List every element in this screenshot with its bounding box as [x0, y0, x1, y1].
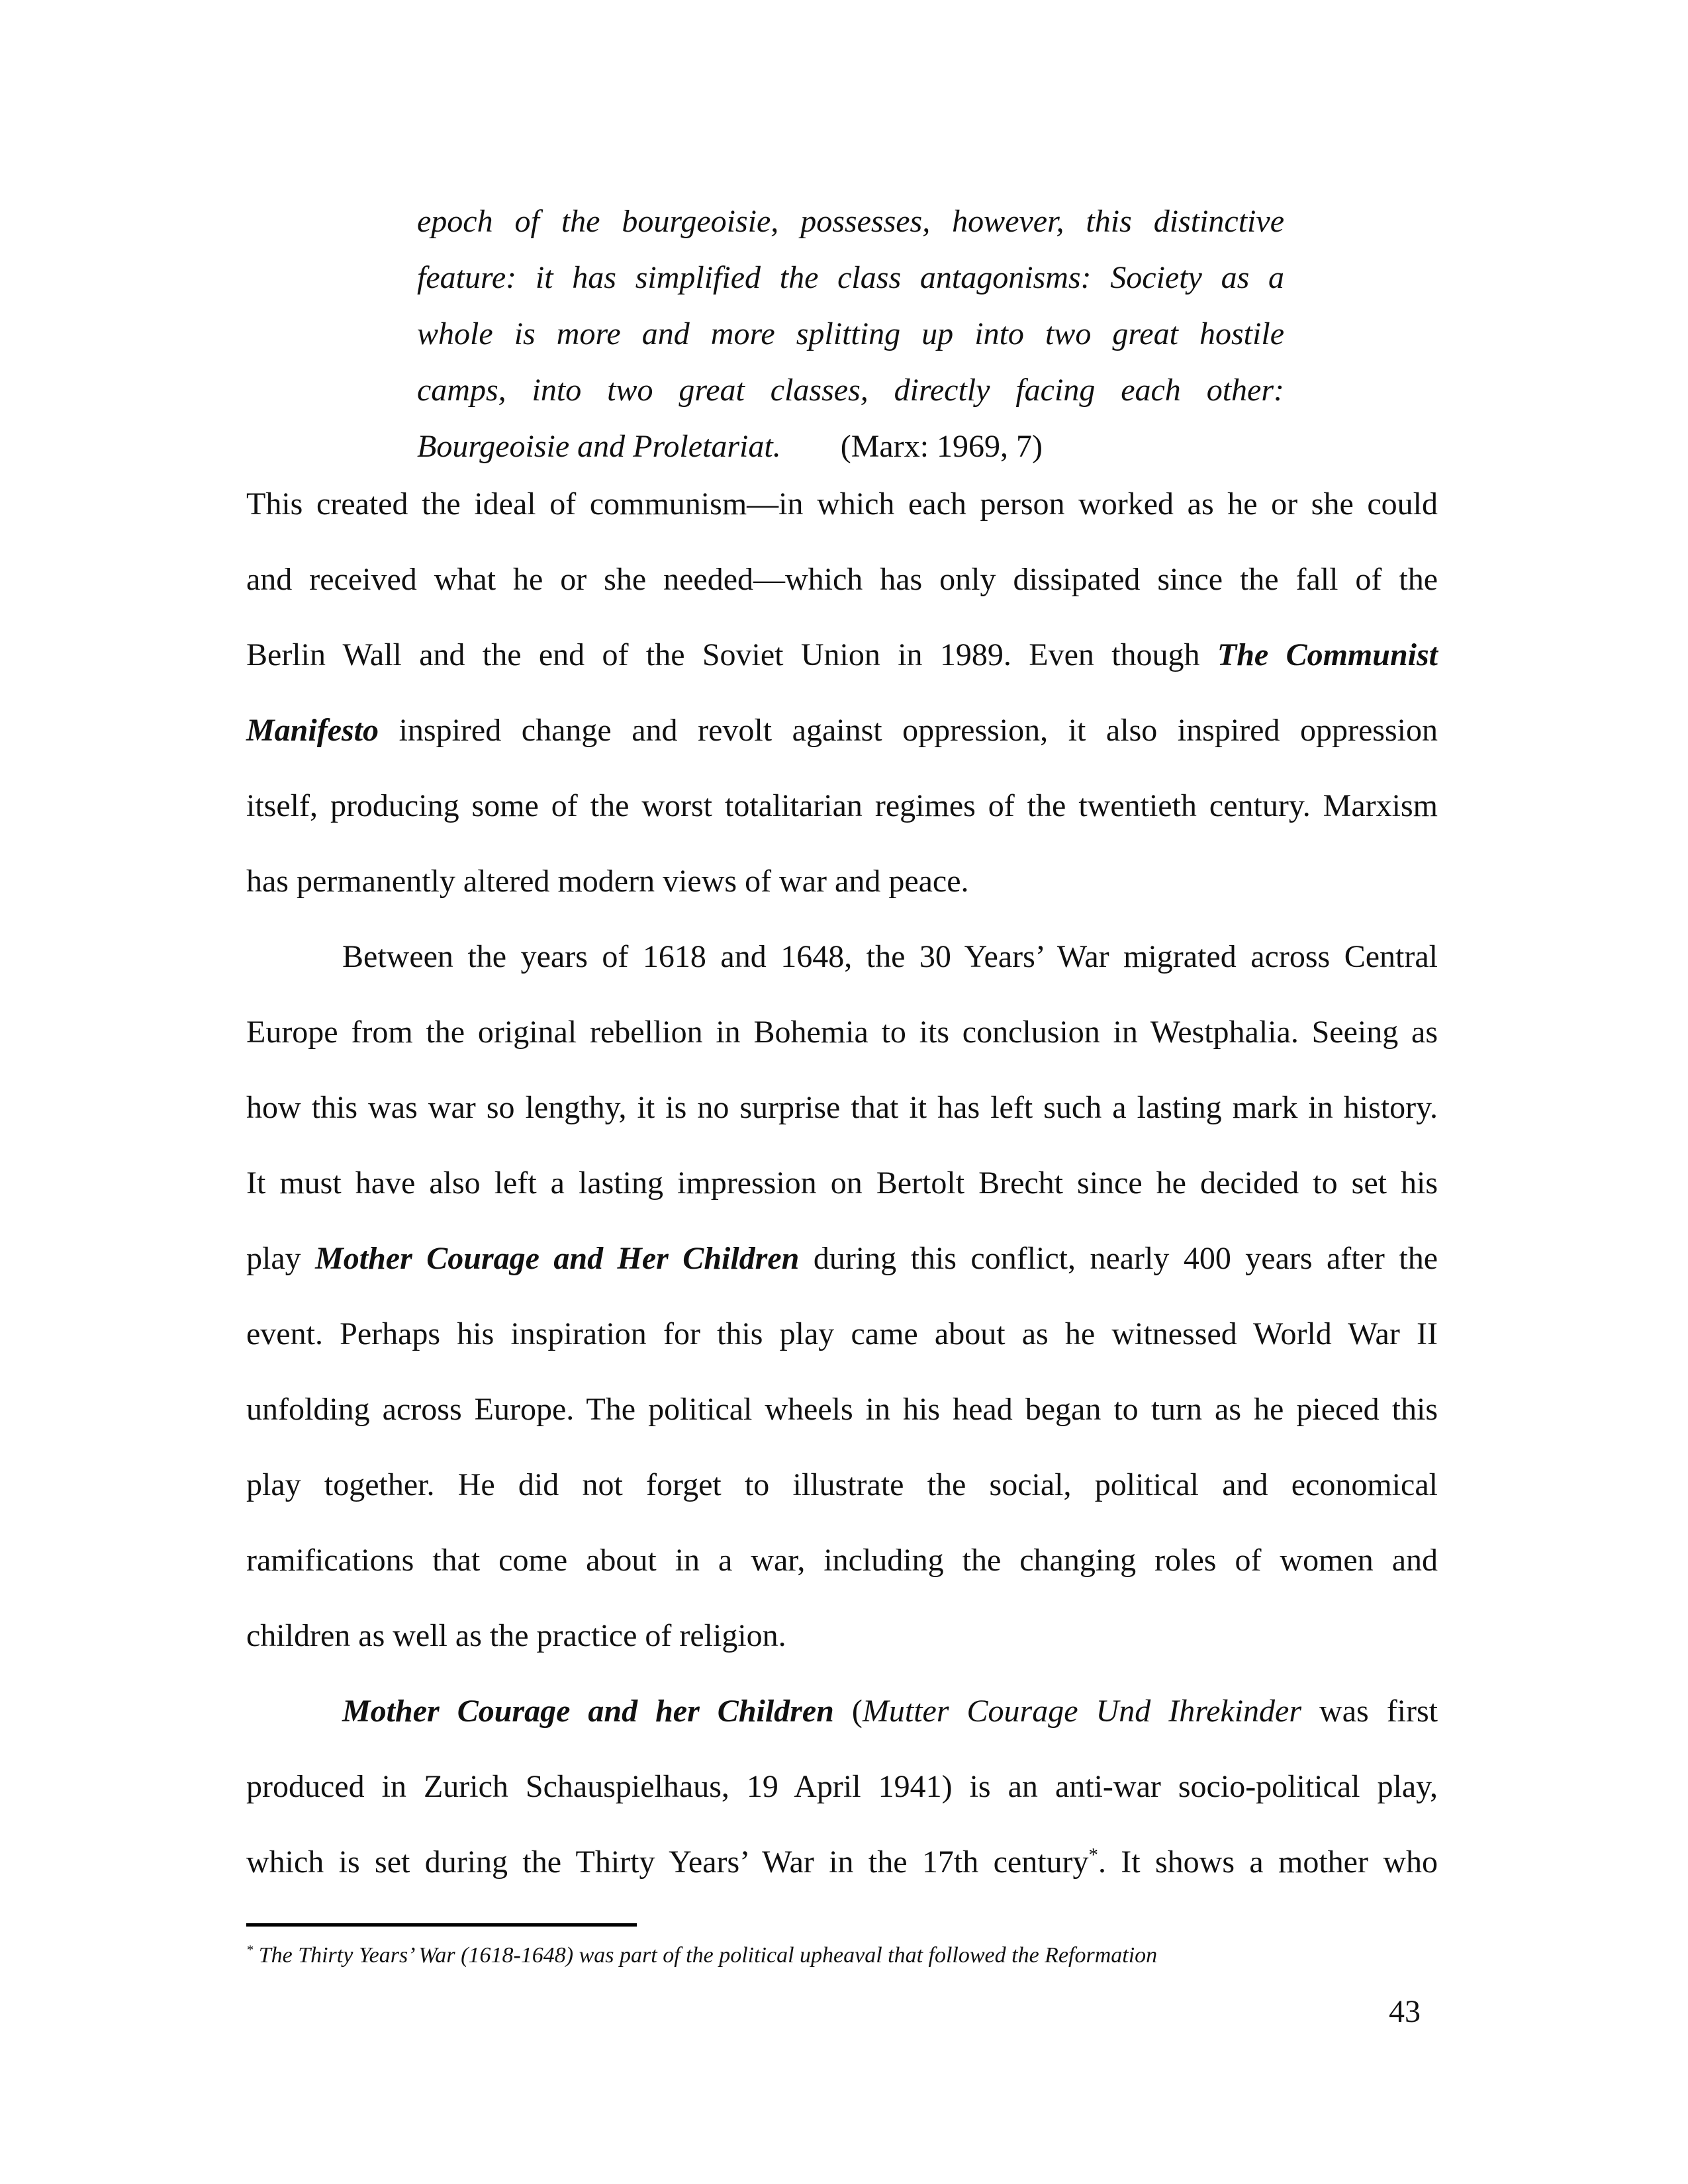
quote-line: feature: it has simplified the class antagonisms: Society as a: [417, 260, 1284, 295]
text-line: event. Perhaps his inspiration for this play came about as he witnessed World War II: [246, 1316, 1438, 1351]
text-line: how this was war so lengthy, it is no surprise that it has left such a lasting mark in history.: [246, 1090, 1438, 1125]
text-run: Berlin Wall and the end of the Soviet Union in 1989. Even though: [246, 637, 1217, 672]
play-title: Mother Courage and Her Children: [315, 1241, 800, 1276]
text-run: (: [833, 1694, 863, 1729]
book-title: Manifesto: [246, 713, 379, 748]
book-title: The Communist: [1217, 637, 1438, 672]
text-line: Between the years of 1618 and 1648, the 30 Years’ War migrated across Central: [342, 939, 1438, 974]
text-line: Europe from the original rebellion in Bohemia to its conclusion in Westphalia. Seeing as: [246, 1015, 1438, 1050]
play-title: Mother Courage and her Children: [342, 1694, 834, 1729]
block-quote: [417, 193, 1284, 475]
footnote-text: The Thirty Years’ War (1618-1648) was part of the political upheaval that followed the Reformation: [253, 1943, 1158, 1968]
footnote: [246, 1939, 1157, 1972]
footnote-reference[interactable]: *: [1088, 1844, 1098, 1866]
play-title-german: Mutter Courage Und Ihrekinder: [862, 1694, 1302, 1729]
text-line: play together. He did not forget to illustrate the social, political and economical: [246, 1467, 1438, 1502]
text-run: . It shows a mother who: [1098, 1844, 1438, 1880]
text-run: play: [246, 1241, 316, 1276]
text-line: It must have also left a lasting impression on Bertolt Brecht since he decided to set his: [246, 1165, 1438, 1201]
text-run: during this conflict, nearly 400 years after the: [799, 1241, 1438, 1276]
page-number: 43: [1389, 1994, 1421, 2029]
quote-last-text: Bourgeoisie and Proletariat.: [417, 429, 781, 464]
footnote-divider: [246, 1923, 637, 1927]
text-line: [246, 1674, 1438, 1749]
footnote-marker: *: [246, 1942, 254, 1958]
text-run: which is set during the Thirty Years’ War in the 17th century: [246, 1844, 1089, 1880]
text-line: This created the ideal of communism—in which each person worked as he or she could: [246, 486, 1438, 522]
text-line: and received what he or she needed—which has only dissipated since the fall of the: [246, 562, 1438, 597]
text-line: [246, 1825, 1438, 1900]
quote-line: camps, into two great classes, directly facing each other:: [417, 373, 1284, 408]
quote-citation: (Marx: 1969, 7): [840, 429, 1043, 464]
text-run: inspired change and revolt against oppression, it also inspired oppression: [379, 713, 1438, 748]
text-line: unfolding across Europe. The political wheels in his head began to turn as he pieced this: [246, 1392, 1438, 1427]
quote-line: epoch of the bourgeoisie, possesses, however, this distinctive: [417, 204, 1284, 239]
text-line: children as well as the practice of religion.: [246, 1618, 786, 1653]
text-run: was first: [1301, 1694, 1438, 1729]
text-line: itself, producing some of the worst totalitarian regimes of the twentieth century. Marxism: [246, 788, 1438, 823]
paragraph-2: [246, 919, 1438, 1674]
text-line: [246, 617, 1438, 693]
text-line: has permanently altered modern views of war and peace.: [246, 864, 969, 899]
text-line: produced in Zurich Schauspielhaus, 19 April 1941) is an anti-war socio-political play,: [246, 1769, 1438, 1804]
quote-line: whole is more and more splitting up into two great hostile: [417, 316, 1284, 351]
paragraph-3: [246, 1674, 1438, 1900]
paragraph-1: [246, 467, 1438, 919]
text-line: [246, 1221, 1438, 1297]
text-line: ramifications that come about in a war, including the changing roles of women and: [246, 1543, 1438, 1578]
text-line: [246, 693, 1438, 768]
